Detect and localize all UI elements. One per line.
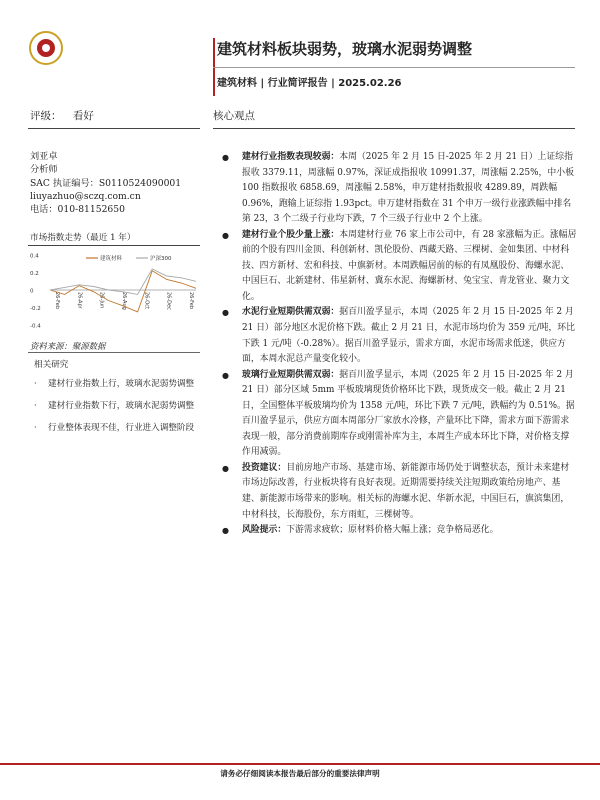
legend-label: 沪深300 bbox=[150, 256, 172, 262]
company-logo bbox=[28, 30, 64, 66]
bullet-dot-icon: · bbox=[34, 423, 37, 433]
bullet-index: ● 建材行业指数表现较弱：本周（2025 年 2 月 15 日-2025 年 2 月 21 日）上证综指报收 3379.11，周涨幅 0.97%，深证成指报收 10991.37，周涨幅 2.25%，中小板 100 指数报收 6858.69，周涨幅 2.58%，申万建材指数报收 4289.89，周跌幅 0.96%，跑输上证综指 1.93pct。申万建材指数在 31 个申万一级行业涨跌幅中排名第 23，3 个二级子行业均下跌，7 个三级子行业中 2 个上涨。 bbox=[222, 152, 574, 225]
bullet-dot-icon: · bbox=[34, 379, 37, 389]
main-divider bbox=[213, 128, 575, 129]
chart-top-rule bbox=[28, 245, 200, 246]
chart-source: 资料来源：聚源数据 bbox=[30, 341, 106, 351]
analyst-name: 刘亚卓 bbox=[30, 151, 58, 162]
bullet-dot-icon: · bbox=[34, 401, 37, 411]
y-tick-label: 0.4 bbox=[30, 253, 39, 260]
bullet-icon: ● bbox=[222, 463, 229, 473]
report-title: 建筑材料板块弱势，玻璃水泥弱势调整 bbox=[217, 40, 473, 58]
related-item[interactable]: · 行业整体表现不佳，行业进入调整阶段 bbox=[34, 423, 195, 433]
footer-accent-line bbox=[0, 763, 600, 765]
bullet-icon: ● bbox=[222, 230, 229, 240]
rating-label: 评级： bbox=[30, 110, 62, 122]
analyst-phone: 电话：010-81152650 bbox=[30, 204, 125, 216]
related-research bbox=[34, 358, 196, 444]
related-item[interactable]: · 建材行业指数上行，玻璃水泥弱势调整 bbox=[34, 379, 195, 389]
x-tick-label: 26-Apr bbox=[76, 292, 83, 309]
bullet-stocks: ● 建材行业个股少量上涨：本周建材行业 76 家上市公司中，有 28 家涨幅为正。涨幅居前的个股有四川金顶、科创新材、凯伦股份、西藏天路、三棵树、金如集团、中材科技、四方新材、宏和科技、中旗新材。本周跌幅居前的标的有凤凰股份、海螺水泥、中国巨石、北新建材、伟星新材、冀东水泥、海螺新材、兔宝宝、青龙管业、聚力文化。 bbox=[222, 229, 577, 302]
x-tick-label: 26-Oct bbox=[143, 292, 150, 309]
analyst-info bbox=[30, 150, 181, 216]
bullet-icon: ● bbox=[222, 308, 229, 318]
bullet-icon: ● bbox=[222, 526, 229, 536]
bullet-icon: ● bbox=[222, 153, 229, 162]
bullet-risk: ● 风险提示：下游需求疲软；原材料价格大幅上涨；竞争格局恶化。 bbox=[222, 523, 578, 539]
bullet-icon: ● bbox=[222, 370, 229, 380]
market-index-chart bbox=[28, 249, 200, 329]
header-divider bbox=[213, 67, 575, 68]
legend-label: 建筑材料 bbox=[100, 256, 123, 262]
x-tick-label: 26-Feb bbox=[54, 292, 60, 310]
analyst-role: 分析师 bbox=[30, 164, 58, 176]
x-tick-label: 26-Dec bbox=[165, 292, 172, 310]
analyst-sac: SAC 执证编号：S0110524090001 bbox=[30, 177, 182, 189]
x-tick-label: 26-Jun bbox=[98, 292, 105, 309]
y-tick-label: -0.4 bbox=[30, 323, 41, 329]
bullet-cement: ● 水泥行业短期供需双弱：据百川盈孚显示，本周（2025 年 2 月 15 日-2025 年 2 月 21 日）部分地区水泥价格下跌。截止 2 月 21 日，水泥市场均价为 359 元/吨，环比下跌 1 元/吨（-0.28%）。据百川盈孚显示，需求方面，水泥市场需求低迷，供应方面，本周水泥总产量变化较小。 bbox=[222, 307, 575, 365]
bullet-glass: ● 玻璃行业短期供需双弱：据百川盈孚显示，本周（2025 年 2 月 15 日-2025 年 2 月 21 日）部分区域 5mm 平板玻璃现货价格环比下跌，现货成交一般。截止 2 月 21 日，全国整体平板玻璃均价为 1358 元/吨，环比下跌 7 元/吨，跌幅约为 0.51%。据百川盈孚显示，供应方面本周部分厂家放水冷修，产量环比下降，需求方面下游需求表现一般，部分消费前期库存或刚需补库为主，本周生产成本环比下降，对价格支撑作用减弱。 bbox=[222, 369, 575, 458]
section-title: 核心观点 bbox=[213, 110, 255, 122]
sidebar-divider bbox=[28, 128, 200, 129]
y-tick-label: 0.2 bbox=[30, 271, 39, 277]
bullet-investment: ● 投资建议：目前房地产市场、基建市场、新能源市场仍处于调整状态，预计未来建材市场边际改善，行业板块将有良好表现。近期需要持续关注短期政策给房地产、基建、新能源市场带来的影响。相关标的海螺水泥、华新水泥，中国巨石，旗滨集团，中材科技，长海股份，东方雨虹，三棵树等。 bbox=[222, 462, 570, 520]
y-tick-label: 0 bbox=[30, 288, 34, 295]
analyst-email[interactable]: liuyazhuo@sczq.com.cn bbox=[30, 190, 141, 202]
related-item[interactable]: · 建材行业指数下行，玻璃水泥弱势调整 bbox=[34, 401, 195, 411]
y-tick-label: -0.2 bbox=[30, 306, 41, 312]
chart-title: 市场指数走势（最近 1 年） bbox=[30, 233, 136, 243]
source-divider bbox=[28, 352, 200, 353]
related-title: 相关研究 bbox=[34, 360, 69, 370]
x-tick-label: 26-Feb bbox=[188, 292, 194, 310]
x-tick-label: 26-Aug bbox=[121, 292, 127, 310]
rating bbox=[30, 108, 94, 123]
footer-disclaimer: 请务必仔细阅读本报告最后部分的重要法律声明 bbox=[220, 769, 380, 778]
rating-value: 看好 bbox=[72, 110, 94, 122]
core-views bbox=[222, 150, 578, 539]
report-subtitle: 建筑材料 | 行业简评报告 | 2025.02.26 bbox=[217, 78, 402, 89]
